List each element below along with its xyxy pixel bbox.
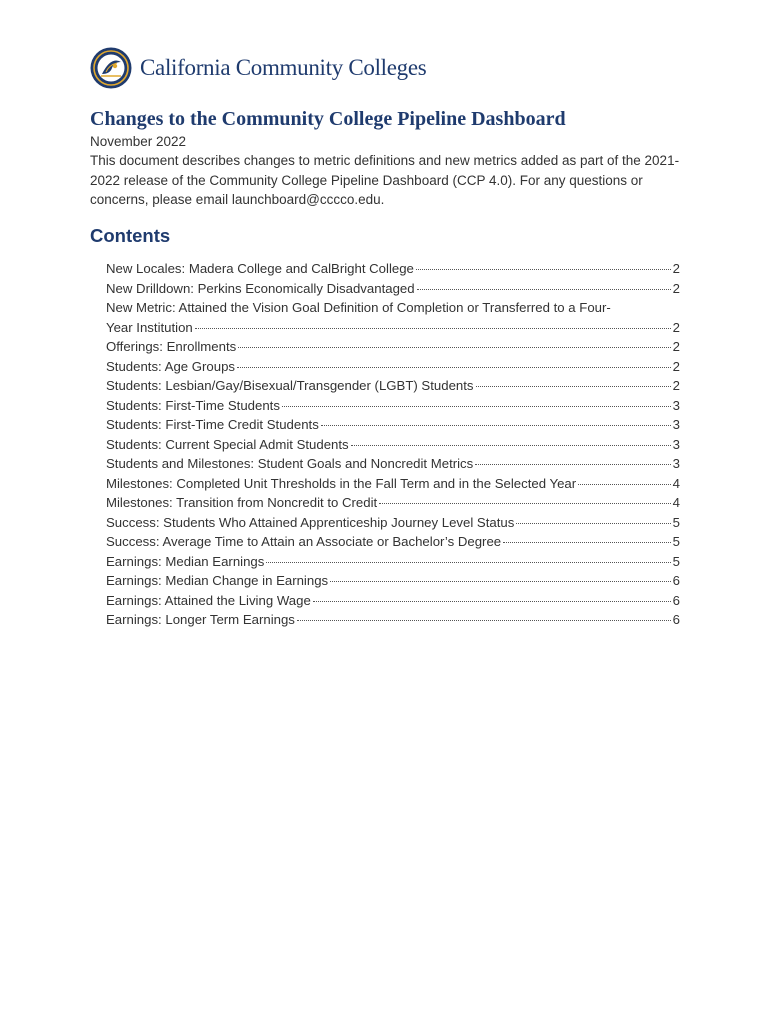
toc-entry-page: 6 xyxy=(672,573,680,588)
toc-entry-page: 3 xyxy=(672,417,680,432)
dot-leader xyxy=(282,406,671,407)
dot-leader xyxy=(476,386,671,387)
dot-leader xyxy=(313,601,671,602)
toc-entry-page: 3 xyxy=(672,397,680,413)
toc-entry-page: 2 xyxy=(672,261,680,276)
dot-leader xyxy=(417,289,671,290)
toc-entry-page: 6 xyxy=(672,612,680,627)
dot-leader xyxy=(475,464,670,465)
toc-entry-title: Earnings: Median Earnings xyxy=(106,553,265,569)
toc-entry-title: Students: Current Special Admit Students xyxy=(106,436,349,452)
toc-entry-page: 2 xyxy=(672,358,680,374)
contents-heading: Contents xyxy=(90,225,171,246)
toc-entry-title: Offerings: Enrollments xyxy=(106,339,237,354)
toc-entry-title: Earnings: Attained the Living Wage xyxy=(106,592,311,608)
dot-leader xyxy=(330,581,671,582)
toc-entry[interactable] xyxy=(106,454,680,474)
dot-leader xyxy=(516,523,670,524)
toc-entry[interactable] xyxy=(106,376,680,396)
toc-entry[interactable] xyxy=(106,435,680,455)
toc-entry-title: Success: Average Time to Attain an Associate or Bachelor’s Degree xyxy=(106,534,502,549)
document-title: Changes to the Community College Pipeline Dashboard xyxy=(90,108,566,130)
dot-leader xyxy=(578,484,671,485)
toc-entry-title: Milestones: Transition from Noncredit to Credit xyxy=(106,495,378,510)
toc-entry-page: 4 xyxy=(672,495,680,510)
toc-entry-title: Milestones: Completed Unit Thresholds in the Fall Term and in the Selected Year xyxy=(106,475,577,491)
toc-entry[interactable] xyxy=(106,415,680,435)
toc-entry-title: New Locales: Madera College and CalBright College xyxy=(106,261,414,276)
toc-entry[interactable] xyxy=(106,259,680,279)
toc-entry-page: 5 xyxy=(672,514,680,530)
seal-icon xyxy=(90,47,132,89)
document-date: November 2022 xyxy=(90,134,187,149)
toc-entry[interactable] xyxy=(106,357,680,377)
toc-entry[interactable] xyxy=(106,513,680,533)
toc-entry[interactable] xyxy=(106,532,680,552)
toc-entry-title: Students and Milestones: Student Goals and Noncredit Metrics xyxy=(106,456,474,471)
toc-entry-page: 6 xyxy=(672,592,680,608)
toc-entry[interactable] xyxy=(106,571,680,591)
toc-entry-title: Earnings: Median Change in Earnings xyxy=(106,573,329,588)
page-header xyxy=(90,46,426,90)
toc-entry-page: 3 xyxy=(672,456,680,471)
toc-entry-title: Students: First-Time Credit Students xyxy=(106,417,319,432)
toc-entry-title-continued: Year Institution xyxy=(106,319,193,335)
document-intro: This document describes changes to metric definitions and new metrics added as part of the 2021-2022 release of the Community College Pipeline Dashboard (CCP 4.0). For any questions or concerns, please email launchboard@cccco.edu. xyxy=(90,153,680,207)
toc-entry-title: New Metric: Attained the Vision Goal Definition of Completion or Transferred to a Four- xyxy=(106,300,611,315)
dot-leader xyxy=(297,620,671,621)
toc-entry-title: New Drilldown: Perkins Economically Disadvantaged xyxy=(106,280,415,296)
dot-leader xyxy=(237,367,671,368)
dot-leader xyxy=(379,503,670,504)
toc-entry-page: 2 xyxy=(672,378,680,393)
toc-entry-page: 3 xyxy=(672,436,680,452)
dot-leader xyxy=(321,425,671,426)
toc-entry[interactable] xyxy=(106,591,680,611)
toc-entry-page: 5 xyxy=(672,553,680,569)
toc-entry[interactable] xyxy=(106,493,680,513)
toc-entry-page: 5 xyxy=(672,534,680,549)
dot-leader xyxy=(238,347,670,348)
toc-entry-title: Earnings: Longer Term Earnings xyxy=(106,612,295,627)
dot-leader xyxy=(195,328,671,329)
toc-entry-page: 2 xyxy=(672,339,680,354)
dot-leader xyxy=(416,269,671,270)
dot-leader xyxy=(503,542,671,543)
toc-entry[interactable] xyxy=(106,610,680,630)
toc-entry[interactable] xyxy=(106,474,680,494)
toc-entry-title: Students: Lesbian/Gay/Bisexual/Transgender (LGBT) Students xyxy=(106,378,474,393)
toc-entry-title: Students: Age Groups xyxy=(106,358,236,374)
toc-entry[interactable] xyxy=(106,337,680,357)
dot-leader xyxy=(351,445,671,446)
toc-entry[interactable] xyxy=(106,279,680,299)
toc-entry-title: Students: First-Time Students xyxy=(106,397,280,413)
table-of-contents xyxy=(106,259,680,630)
toc-entry[interactable] xyxy=(106,298,680,337)
toc-entry-page: 2 xyxy=(672,319,680,335)
toc-entry-page: 2 xyxy=(672,280,680,296)
toc-entry[interactable] xyxy=(106,396,680,416)
org-name: California Community Colleges xyxy=(140,55,427,80)
toc-entry[interactable] xyxy=(106,552,680,572)
dot-leader xyxy=(266,562,670,563)
toc-entry-title: Success: Students Who Attained Apprenticeship Journey Level Status xyxy=(106,514,515,530)
toc-entry-page: 4 xyxy=(672,475,680,491)
